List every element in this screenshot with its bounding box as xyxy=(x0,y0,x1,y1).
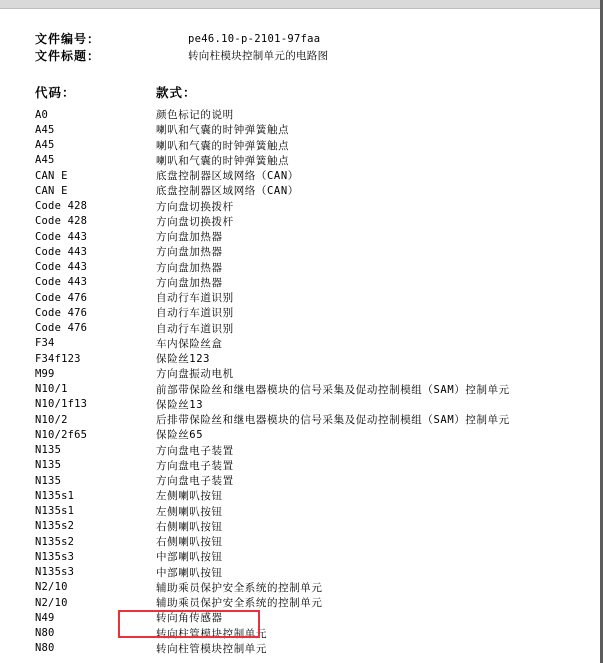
table-row xyxy=(35,321,595,336)
row-description: 保险丝123 xyxy=(156,353,211,366)
row-description: 方向盘电子装置 xyxy=(156,475,234,488)
doc-number-value: pe46.10-p-2101-97faa xyxy=(188,32,321,45)
table-row xyxy=(35,412,595,427)
row-description: 底盘控制器区域网络（CAN） xyxy=(156,170,299,183)
row-description: 中部喇叭按钮 xyxy=(156,551,223,564)
row-description: 左侧喇叭按钮 xyxy=(156,490,223,503)
doc-title-label: 文件标题： xyxy=(35,49,101,63)
row-description: 前部带保险丝和继电器模块的信号采集及促动控制模组（SAM）控制单元 xyxy=(156,383,510,396)
row-description: 自动行车道识别 xyxy=(156,322,234,335)
row-code: Code 428 xyxy=(35,215,88,228)
row-code: N135s3 xyxy=(35,550,75,563)
table-row xyxy=(35,214,595,229)
row-description: 方向盘加热器 xyxy=(156,261,223,274)
table-row xyxy=(35,443,595,458)
table-row xyxy=(35,366,595,381)
row-description: 喇叭和气囊的时钟弹簧触点 xyxy=(156,139,290,152)
row-description: 辅助乘员保护安全系统的控制单元 xyxy=(156,581,323,594)
row-code: A45 xyxy=(35,139,55,152)
row-code: N80 xyxy=(35,642,55,655)
doc-number-label: 文件编号： xyxy=(35,32,101,46)
row-description: 喇叭和气囊的时钟弹簧触点 xyxy=(156,124,290,137)
row-description: 保险丝13 xyxy=(156,398,204,411)
row-code: M99 xyxy=(35,367,55,380)
row-description: 车内保险丝盒 xyxy=(156,337,223,350)
table-row xyxy=(35,473,595,488)
row-description: 方向盘振动电机 xyxy=(156,368,234,381)
row-description: 颜色标记的说明 xyxy=(156,109,234,122)
table-header xyxy=(35,82,595,102)
row-code: N135s1 xyxy=(35,505,75,518)
table-row xyxy=(35,305,595,320)
column-header-description: 款式： xyxy=(156,85,197,100)
row-description: 保险丝65 xyxy=(156,429,204,442)
row-code: CAN E xyxy=(35,169,68,182)
row-code: N10/2f65 xyxy=(35,428,88,441)
row-description: 方向盘切换拨杆 xyxy=(156,200,234,213)
doc-title-row xyxy=(35,47,595,64)
table-row xyxy=(35,107,595,122)
row-description: 转向柱管模块控制单元 xyxy=(156,642,267,655)
row-code: N2/10 xyxy=(35,596,68,609)
table-row xyxy=(35,183,595,198)
document-page xyxy=(35,30,595,656)
row-code: Code 476 xyxy=(35,291,88,304)
table-row xyxy=(35,351,595,366)
table-row xyxy=(35,260,595,275)
row-code: N135 xyxy=(35,474,62,487)
table-row xyxy=(35,275,595,290)
row-description: 方向盘加热器 xyxy=(156,276,223,289)
row-description: 自动行车道识别 xyxy=(156,292,234,305)
table-row xyxy=(35,427,595,442)
row-description: 底盘控制器区域网络（CAN） xyxy=(156,185,299,198)
doc-title-value: 转向柱模块控制单元的电路图 xyxy=(188,50,329,62)
table-row xyxy=(35,626,595,641)
table-row xyxy=(35,488,595,503)
row-code: Code 443 xyxy=(35,230,88,243)
row-code: Code 476 xyxy=(35,306,88,319)
row-code: Code 443 xyxy=(35,245,88,258)
table-row xyxy=(35,549,595,564)
row-code: A45 xyxy=(35,123,55,136)
row-code: N49 xyxy=(35,611,55,624)
row-code: N135s3 xyxy=(35,566,75,579)
table-row xyxy=(35,382,595,397)
row-code: Code 443 xyxy=(35,276,88,289)
column-header-code: 代码： xyxy=(35,85,76,100)
row-description: 方向盘电子装置 xyxy=(156,459,234,472)
window-top-strip xyxy=(0,0,603,9)
row-code: F34 xyxy=(35,337,55,350)
table-row xyxy=(35,458,595,473)
table-row xyxy=(35,138,595,153)
row-description: 方向盘电子装置 xyxy=(156,444,234,457)
table-row xyxy=(35,519,595,534)
table-row xyxy=(35,397,595,412)
row-description: 转向柱管模块控制单元 xyxy=(156,627,267,640)
row-code: N10/2 xyxy=(35,413,68,426)
table-row xyxy=(35,153,595,168)
row-description: 方向盘加热器 xyxy=(156,246,223,259)
row-code: N135 xyxy=(35,459,62,472)
table-row xyxy=(35,122,595,137)
row-code: A45 xyxy=(35,154,55,167)
table-row xyxy=(35,595,595,610)
row-description: 左侧喇叭按钮 xyxy=(156,505,223,518)
component-table xyxy=(35,107,595,656)
row-code: Code 476 xyxy=(35,322,88,335)
row-code: N80 xyxy=(35,627,55,640)
row-description: 后排带保险丝和继电器模块的信号采集及促动控制模组（SAM）控制单元 xyxy=(156,414,510,427)
table-row xyxy=(35,610,595,625)
row-description: 转向角传感器 xyxy=(156,612,223,625)
table-row xyxy=(35,336,595,351)
row-description: 方向盘切换拨杆 xyxy=(156,215,234,228)
row-description: 喇叭和气囊的时钟弹簧触点 xyxy=(156,154,290,167)
row-description: 右侧喇叭按钮 xyxy=(156,536,223,549)
row-code: N2/10 xyxy=(35,581,68,594)
doc-number-row xyxy=(35,30,595,47)
row-code: N10/1 xyxy=(35,383,68,396)
table-row xyxy=(35,504,595,519)
row-description: 方向盘加热器 xyxy=(156,231,223,244)
row-code: Code 443 xyxy=(35,261,88,274)
table-row xyxy=(35,244,595,259)
table-row xyxy=(35,580,595,595)
table-row xyxy=(35,290,595,305)
row-code: N135s2 xyxy=(35,520,75,533)
table-row xyxy=(35,199,595,214)
row-code: A0 xyxy=(35,108,49,121)
table-row xyxy=(35,168,595,183)
row-code: N135 xyxy=(35,444,62,457)
row-code: N10/1f13 xyxy=(35,398,88,411)
row-code: Code 428 xyxy=(35,200,88,213)
row-description: 右侧喇叭按钮 xyxy=(156,520,223,533)
row-code: N135s2 xyxy=(35,535,75,548)
row-description: 中部喇叭按钮 xyxy=(156,566,223,579)
table-row xyxy=(35,565,595,580)
row-code: N135s1 xyxy=(35,489,75,502)
table-row xyxy=(35,229,595,244)
row-description: 自动行车道识别 xyxy=(156,307,234,320)
row-description: 辅助乘员保护安全系统的控制单元 xyxy=(156,597,323,610)
row-code: F34f123 xyxy=(35,352,81,365)
row-code: CAN E xyxy=(35,184,68,197)
table-row xyxy=(35,641,595,656)
table-row xyxy=(35,534,595,549)
